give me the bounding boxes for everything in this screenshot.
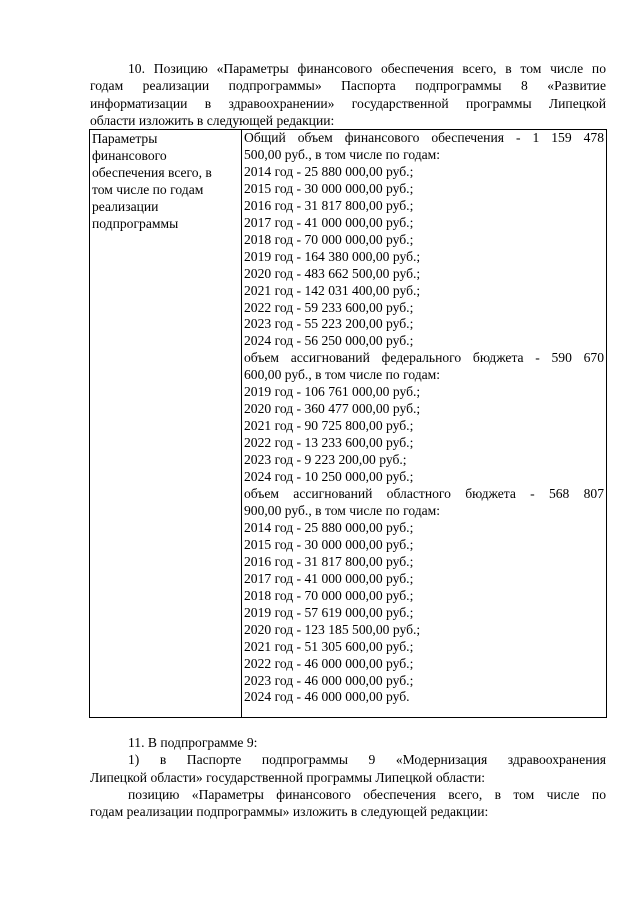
value-line: 900,00 руб., в том числе по годам: [244,502,441,518]
year-line: 2022 год - 59 233 600,00 руб.; [244,299,414,315]
label-line: обеспечения всего, в [92,165,212,180]
year-line: 2019 год - 106 761 000,00 руб.; [244,384,421,400]
parameter-label-cell [90,130,242,718]
total-funding-line: Общий объем финансового обеспечения - 1 159 478 [244,130,604,145]
intro-line-4: области изложить в следующей редакции: [90,112,335,128]
label-line: Параметры [92,131,158,146]
year-line: 2014 год - 25 880 000,00 руб.; [244,519,414,535]
position-line-1: позицию «Параметры финансового обеспечения всего, в том числе по [128,786,606,802]
intro-paragraph [90,60,606,129]
year-line: 2015 год - 30 000 000,00 руб.; [244,180,414,196]
year-line: 2022 год - 46 000 000,00 руб.; [244,655,414,671]
label-line: финансового [92,148,167,163]
year-line: 2018 год - 70 000 000,00 руб.; [244,587,414,603]
financing-parameters-table [89,129,607,718]
year-line: 2019 год - 57 619 000,00 руб.; [244,604,414,620]
year-line: 2018 год - 70 000 000,00 руб.; [244,231,414,247]
intro-line-1: 10. Позицию «Параметры финансового обеспечения всего, в том числе по [128,61,606,76]
position-line-2: годам реализации подпрограммы» изложить в следующей редакции: [90,804,489,820]
year-line: 2014 год - 25 880 000,00 руб.; [244,163,414,179]
year-line: 2016 год - 31 817 800,00 руб.; [244,197,414,213]
table-row [90,130,607,718]
year-line: 2017 год - 41 000 000,00 руб.; [244,214,414,230]
year-line: 2019 год - 164 380 000,00 руб.; [244,248,421,264]
year-line: 2021 год - 142 031 400,00 руб.; [244,282,421,298]
year-line: 2020 год - 360 477 000,00 руб.; [244,401,421,417]
year-line: 2023 год - 55 223 200,00 руб.; [244,316,414,332]
year-line: 2024 год - 46 000 000,00 руб. [244,689,410,705]
year-line: 2017 год - 41 000 000,00 руб.; [244,570,414,586]
year-line: 2024 год - 56 250 000,00 руб.; [244,333,414,349]
year-line: 2020 год - 483 662 500,00 руб.; [244,265,421,281]
year-line: 2023 год - 46 000 000,00 руб.; [244,672,414,688]
parameter-value-cell [242,130,607,718]
federal-funding-line: объем ассигнований федерального бюджета - 590 670 [244,350,604,366]
item-11-heading: 11. В подпрограмме 9: [128,735,258,750]
year-line: 2015 год - 30 000 000,00 руб.; [244,536,414,552]
year-line: 2016 год - 31 817 800,00 руб.; [244,553,414,569]
sub1-line-2: Липецкой области» государственной программы Липецкой области: [90,769,486,785]
intro-line-2: годам реализации подпрограммы» Паспорта подпрограммы 8 «Развитие [90,78,606,94]
sub1-line-1: 1) в Паспорте подпрограммы 9 «Модернизация здравоохранения [128,752,606,768]
year-line: 2021 год - 90 725 800,00 руб.; [244,418,414,434]
label-line: том числе по годам [92,182,204,197]
item-11-paragraph [90,734,606,820]
year-line: 2022 год - 13 233 600,00 руб.; [244,435,414,451]
year-line: 2023 год - 9 223 200,00 руб.; [244,452,407,468]
label-line: подпрограммы [92,216,179,231]
intro-line-3: информатизации в здравоохранении» государственной программы Липецкой [90,95,606,111]
year-line: 2020 год - 123 185 500,00 руб.; [244,621,421,637]
value-line: 500,00 руб., в том числе по годам: [244,146,441,162]
year-line: 2021 год - 51 305 600,00 руб.; [244,638,414,654]
regional-funding-line: объем ассигнований областного бюджета - 568 807 [244,486,604,502]
year-line: 2024 год - 10 250 000,00 руб.; [244,469,414,485]
label-line: реализации [92,199,159,214]
value-line: 600,00 руб., в том числе по годам: [244,367,441,383]
